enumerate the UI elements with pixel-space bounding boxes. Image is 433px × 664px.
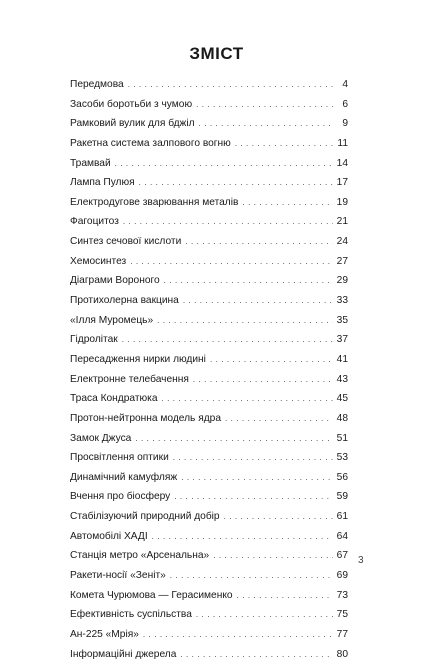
- toc-entry-page: 67: [336, 550, 348, 562]
- toc-entry-title: Засоби боротьби з чумою: [70, 98, 193, 110]
- toc-entry: [70, 546, 348, 566]
- toc-entry-title: Гідролітак: [70, 334, 118, 346]
- toc-entry-page: 56: [336, 471, 348, 483]
- toc-entry: [70, 487, 348, 507]
- toc-entry-page: 48: [336, 412, 348, 424]
- toc-entry-page: 24: [336, 236, 348, 248]
- toc-entry: [70, 291, 348, 311]
- toc-entry: [70, 468, 348, 488]
- toc-entry-page: 77: [336, 628, 348, 640]
- toc-entry-page: 19: [336, 196, 348, 208]
- toc-entry-page: 9: [342, 118, 348, 130]
- toc-entry-page: 37: [336, 334, 348, 346]
- toc-dot-leader: [143, 625, 333, 645]
- toc-entry-page: 14: [336, 157, 348, 169]
- toc-entry: [70, 605, 348, 625]
- toc-entry-title: Замок Джуса: [70, 432, 132, 444]
- toc-dot-leader: [193, 370, 333, 390]
- toc-entry: [70, 95, 348, 115]
- toc-dot-leader: [235, 134, 333, 154]
- toc-entry-title: Пересадження нирки людині: [70, 353, 206, 365]
- toc-entry: [70, 409, 348, 429]
- toc-entry-title: Автомобілі ХАДІ: [70, 530, 148, 542]
- toc-entry-page: 27: [336, 255, 348, 267]
- toc-entry-page: 69: [336, 570, 348, 582]
- toc-entry-page: 80: [336, 648, 348, 660]
- toc-dot-leader: [164, 271, 333, 291]
- toc-dot-leader: [183, 291, 333, 311]
- toc-entry: [70, 114, 348, 134]
- toc-entry-title: Синтез сечової кислоти: [70, 236, 182, 248]
- toc-entry-page: 17: [336, 177, 348, 189]
- toc-dot-leader: [123, 212, 333, 232]
- toc-entry-page: 11: [337, 137, 348, 149]
- toc-dot-leader: [139, 173, 333, 193]
- toc-entry: [70, 212, 348, 232]
- toc-entry: [70, 645, 348, 664]
- toc-entry-title: Протон-нейтронна модель ядра: [70, 412, 221, 424]
- page-title: ЗМІСТ: [189, 44, 244, 63]
- toc-entry-title: Електронне телебачення: [70, 373, 189, 385]
- toc-entry-page: 73: [336, 589, 348, 601]
- toc-entry-page: 45: [336, 393, 348, 405]
- toc-entry: [70, 154, 348, 174]
- toc-dot-leader: [237, 586, 333, 606]
- toc-dot-leader: [180, 645, 333, 664]
- toc-dot-leader: [162, 389, 333, 409]
- toc-dot-leader: [210, 350, 333, 370]
- toc-entry: [70, 527, 348, 547]
- toc-dot-leader: [115, 154, 333, 174]
- toc-entry: [70, 350, 348, 370]
- toc-entry-page: 35: [336, 314, 348, 326]
- toc-dot-leader: [122, 330, 333, 350]
- toc-entry: [70, 75, 348, 95]
- toc-entry-page: 43: [336, 373, 348, 385]
- toc-entry-title: Станція метро «Арсенальна»: [70, 550, 210, 562]
- toc-entry-title: Вчення про біосферу: [70, 491, 171, 503]
- toc-entry-page: 4: [342, 79, 348, 90]
- toc-entry-title: Ан-225 «Мрія»: [70, 628, 139, 640]
- toc-entry-title: Рамковий вулик для бджіл: [70, 118, 195, 130]
- toc-dot-leader: [185, 232, 333, 252]
- toc-entry-page: 33: [336, 295, 348, 307]
- toc-entry-page: 41: [336, 353, 348, 365]
- toc-entry-page: 75: [336, 609, 348, 621]
- toc-entry-title: Динамічний камуфляж: [70, 471, 178, 483]
- toc-entry-page: 53: [336, 452, 348, 464]
- toc-dot-leader: [224, 507, 333, 527]
- toc-entry: [70, 330, 348, 350]
- toc-entry-page: 59: [336, 491, 348, 503]
- toc-dot-leader: [242, 193, 333, 213]
- toc-dot-leader: [196, 605, 333, 625]
- toc-entry-title: Ракети-носії «Зеніт»: [70, 570, 166, 582]
- toc-entry-page: 64: [336, 530, 348, 542]
- toc-entry-title: Ефективність суспільства: [70, 609, 192, 621]
- toc-entry: [70, 507, 348, 527]
- toc-entry: [70, 370, 348, 390]
- toc-entry-page: 21: [336, 216, 348, 228]
- toc-entry-title: Траса Кондратюка: [70, 393, 158, 405]
- toc-entry-title: Протихолерна вакцина: [70, 295, 179, 307]
- toc-dot-leader: [173, 448, 333, 468]
- toc-entry: [70, 625, 348, 645]
- toc-entry-title: Трамвай: [70, 157, 111, 169]
- toc-dot-leader: [130, 252, 333, 272]
- toc-entry: [70, 311, 348, 331]
- toc-entry: [70, 134, 348, 154]
- toc-entry-title: «Ілля Муромець»: [70, 314, 154, 326]
- toc-entry-title: Хемосинтез: [70, 255, 127, 267]
- toc-entry-title: Фагоцитоз: [70, 216, 119, 228]
- toc-entry-page: 51: [336, 432, 348, 444]
- toc-dot-leader: [181, 468, 333, 488]
- toc-entry: [70, 586, 348, 606]
- toc-entry-title: Діаграми Вороного: [70, 275, 160, 287]
- toc-entry: [70, 232, 348, 252]
- toc-entry-page: 6: [342, 98, 348, 110]
- toc-dot-leader: [225, 409, 333, 429]
- toc-entry: [70, 193, 348, 213]
- toc-dot-leader: [174, 487, 333, 507]
- toc-entry-title: Просвітлення оптики: [70, 452, 169, 464]
- toc-dot-leader: [196, 95, 333, 115]
- toc-entry-title: Комета Чурюмова — Герасименко: [70, 589, 233, 601]
- toc-entry: [70, 252, 348, 272]
- toc-dot-leader: [199, 114, 333, 134]
- toc-entry: [70, 566, 348, 586]
- toc-entry-page: 61: [336, 511, 348, 523]
- toc-entry: [70, 429, 348, 449]
- toc-dot-leader: [135, 429, 333, 449]
- page-number: 3: [358, 555, 364, 566]
- toc-dot-leader: [128, 75, 333, 95]
- toc-entry: [70, 389, 348, 409]
- toc-entry: [70, 448, 348, 468]
- toc-entry-title: Інформаційні джерела: [70, 648, 177, 660]
- toc-dot-leader: [152, 527, 333, 547]
- toc-dot-leader: [157, 311, 333, 331]
- toc-entry: [70, 173, 348, 193]
- toc-entry-page: 29: [336, 275, 348, 287]
- toc-dot-leader: [213, 546, 333, 566]
- toc-entry-title: Лампа Пулюя: [70, 177, 135, 189]
- table-of-contents: [70, 75, 348, 664]
- toc-entry: [70, 271, 348, 291]
- toc-entry-title: Стабілізуючий природний добір: [70, 511, 220, 523]
- toc-entry-title: Електродугове зварювання металів: [70, 196, 239, 208]
- toc-entry-title: Ракетна система залпового вогню: [70, 137, 231, 149]
- toc-entry-title: Передмова: [70, 79, 124, 90]
- toc-dot-leader: [170, 566, 333, 586]
